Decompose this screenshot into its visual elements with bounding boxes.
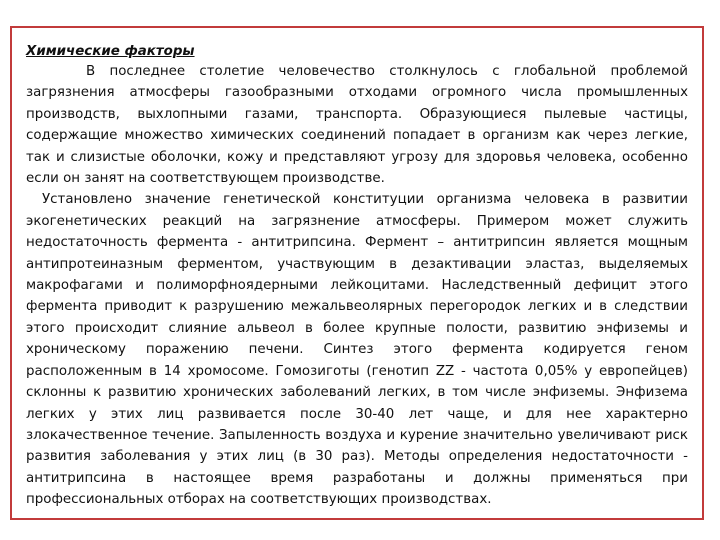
text-frame — [10, 26, 704, 520]
section-title: Химические факторы — [26, 44, 195, 59]
paragraph-antitrypsin-deficiency: Установлено значение генетической конституции организма человека в развитии экогенетических реакций на загрязнение атмосферы. Примером может служить недостаточность фермента - антитрипсина. Фермент – антитрипсин является мощным антипротеиназным ферментом, участвующим в дезактивации эластаз, выделяемых макрофагами и полиморфноядерными лейкоцитами. Наследственный дефицит этого фермента приводит к разрушению межальвеолярных перегородок легких и в следствии этого происходит слияние альвеол в более крупные полости, развитию энфиземы и хроническому поражению печени. Синтез этого фермента кодируется геном расположенным в 14 хромосоме. Гомозиготы (генотип ZZ - частота 0,05% у европейцев) склонны к развитию хронических заболеваний легких, в том числе энфиземы. Энфизема легких у этих лиц развивается после 30-40 лет чаще, и для нее характерно злокачественное течение. Запыленность воздуха и курение значительно увеличивают риск развития заболевания у этих лиц (в 30 раз). Методы определения недостаточности - антитрипсина в настоящее время разработаны и должны применяться при профессиональных отборах на соответствующих производствах. — [26, 192, 688, 508]
paragraph-atmosphere-pollution: В последнее столетие человечество столкнулось с глобальной проблемой загрязнения атмосферы газообразными отходами огромного числа промышленных производств, выхлопными газами, транспорта. Образующиеся пылевые частицы, содержащие множество химических соединений попадает в организм как через легкие, так и слизистые оболочки, кожу и представляют угрозу для здоровья человека, особенно если он занят на соответствующем производстве. — [26, 64, 688, 187]
